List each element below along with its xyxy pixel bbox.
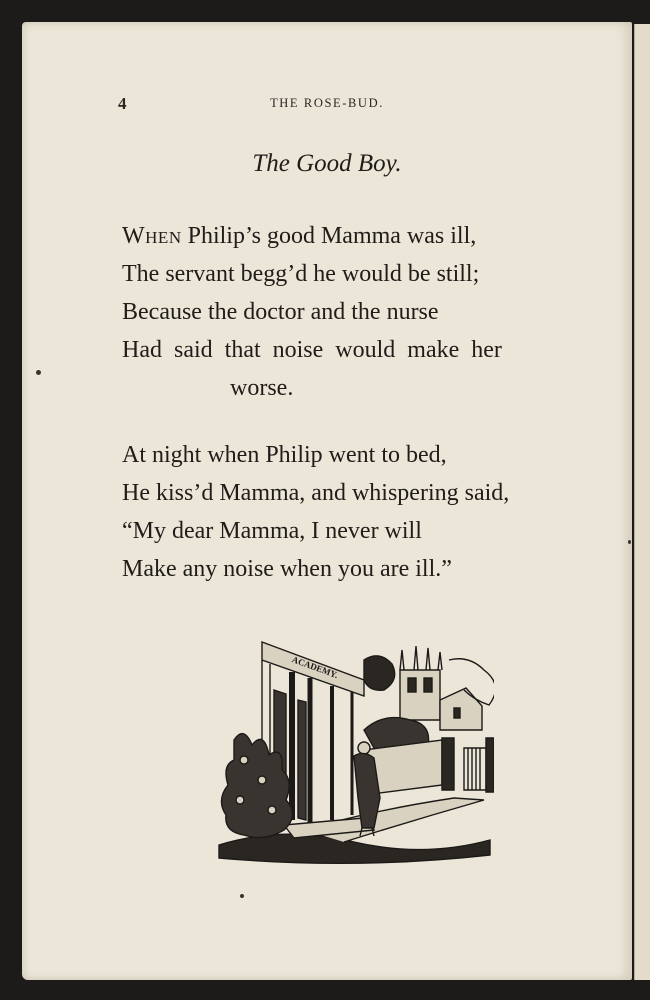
verse-line: At night when Philip went to bed, [122, 442, 447, 468]
running-head [22, 94, 632, 114]
verse-line: Make any noise when you are ill.” [122, 556, 452, 582]
verse-line: The servant begg’d he would be still; [122, 261, 480, 287]
paper-speck [36, 370, 41, 375]
verse-line-continuation: worse. [230, 375, 294, 401]
verse-line-text: Philip’s good Mamma was ill, [181, 223, 477, 249]
verse-line [122, 217, 502, 255]
drop-word: When [122, 223, 182, 249]
verse-line: Had said that noise would make her [122, 337, 502, 363]
verse-line: “My dear Mamma, I never will [122, 518, 422, 544]
running-title: THE ROSE-BUD. [270, 96, 384, 110]
book-page [22, 22, 632, 980]
verse-line: Because the doctor and the nurse [122, 299, 439, 325]
poem-title: The Good Boy. [252, 150, 402, 177]
church-tower [400, 646, 482, 730]
stanza-1 [122, 217, 502, 407]
academy-sign: ACADEMY. [290, 654, 340, 681]
verse-line: He kiss’d Mamma, and whispering said, [122, 480, 510, 506]
adjacent-page-edge [634, 24, 650, 980]
woodcut-illustration [214, 620, 494, 865]
stanza-2 [122, 436, 509, 588]
page-number: 4 [118, 94, 127, 113]
paper-speck [240, 894, 244, 898]
paper-speck [628, 540, 631, 544]
